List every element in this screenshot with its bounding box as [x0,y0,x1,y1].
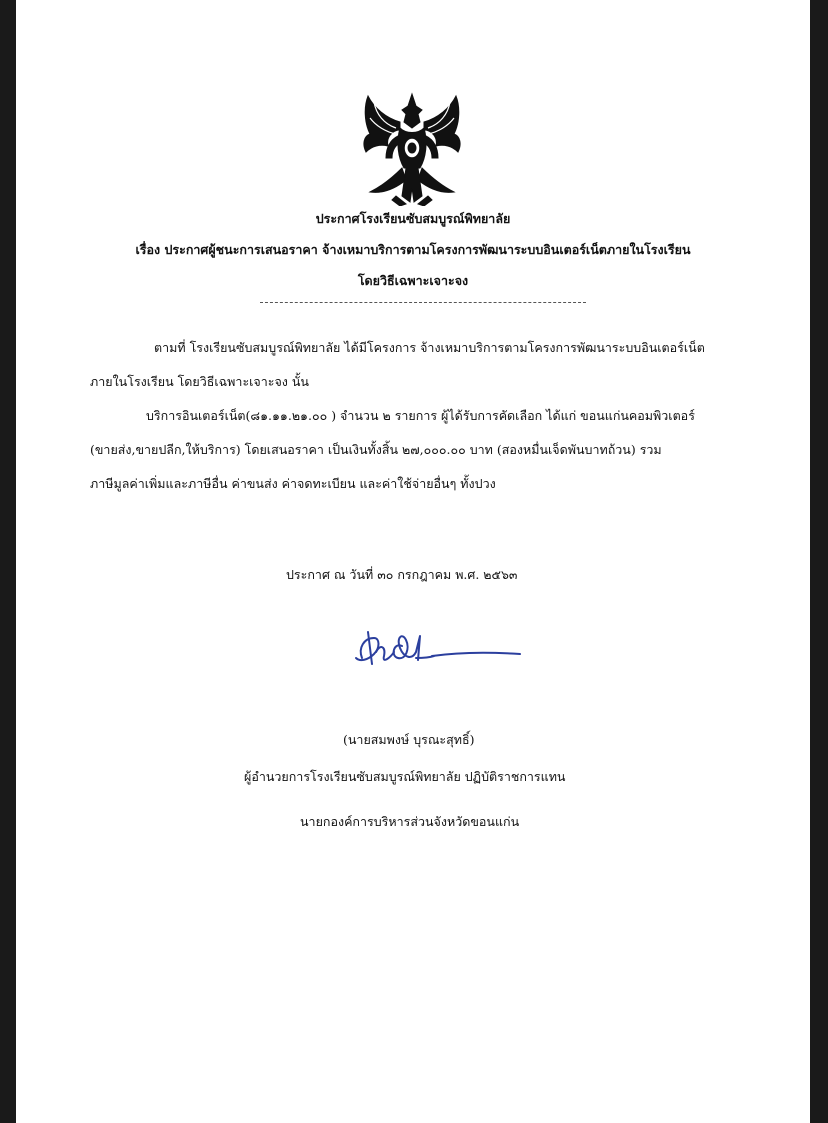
announcement-date: ประกาศ ณ วันที่ ๓๐ กรกฎาคม พ.ศ. ๒๕๖๓ [286,567,518,582]
paragraph-1-line-1: ตามที่ โรงเรียนซับสมบูรณ์พิทยาลัย ได้มีโครงการ จ้างเหมาบริการตามโครงการพัฒนาระบบอินเตอร์เน็ต [154,340,705,355]
garuda-emblem-icon [356,92,468,206]
handwritten-signature [350,618,530,678]
signatory-position-line-1: ผู้อำนวยการโรงเรียนซับสมบูรณ์พิทยาลัย ปฏิบัติราชการแทน [244,769,566,784]
paragraph-2-line-3: ภาษีมูลค่าเพิ่มและภาษีอื่น ค่าขนส่ง ค่าจดทะเบียน และค่าใช้จ่ายอื่นๆ ทั้งปวง [90,476,496,491]
separator-line [260,302,586,303]
paragraph-2-line-1: บริการอินเตอร์เน็ต(๘๑.๑๑.๒๑.๐๐ ) จำนวน ๒ รายการ ผู้ได้รับการคัดเลือก ได้แก่ ขอนแก่นคอมพิวเตอร์ [146,408,695,423]
document-page [16,0,810,1123]
announcement-title: ประกาศโรงเรียนซับสมบูรณ์พิทยาลัย [315,211,511,226]
announcement-subject: เรื่อง ประกาศผู้ชนะการเสนอราคา จ้างเหมาบริการตามโครงการพัฒนาระบบอินเตอร์เน็ตภายในโรงเรียน [135,242,691,257]
paragraph-1-line-2: ภายในโรงเรียน โดยวิธีเฉพาะเจาะจง นั้น [90,374,309,389]
procurement-method: โดยวิธีเฉพาะเจาะจง [357,273,469,288]
paragraph-2-line-2: (ขายส่ง,ขายปลีก,ให้บริการ) โดยเสนอราคา เป็นเงินทั้งสิ้น ๒๗,๐๐๐.๐๐ บาท (สองหมื่นเจ็ดพันบาทถ้วน) รวม [90,442,662,457]
signatory-position-line-2: นายกองค์การบริหารส่วนจังหวัดขอนแก่น [300,814,520,829]
signatory-name: (นายสมพงษ์ บุรณะสุทธิ์) [343,732,475,747]
